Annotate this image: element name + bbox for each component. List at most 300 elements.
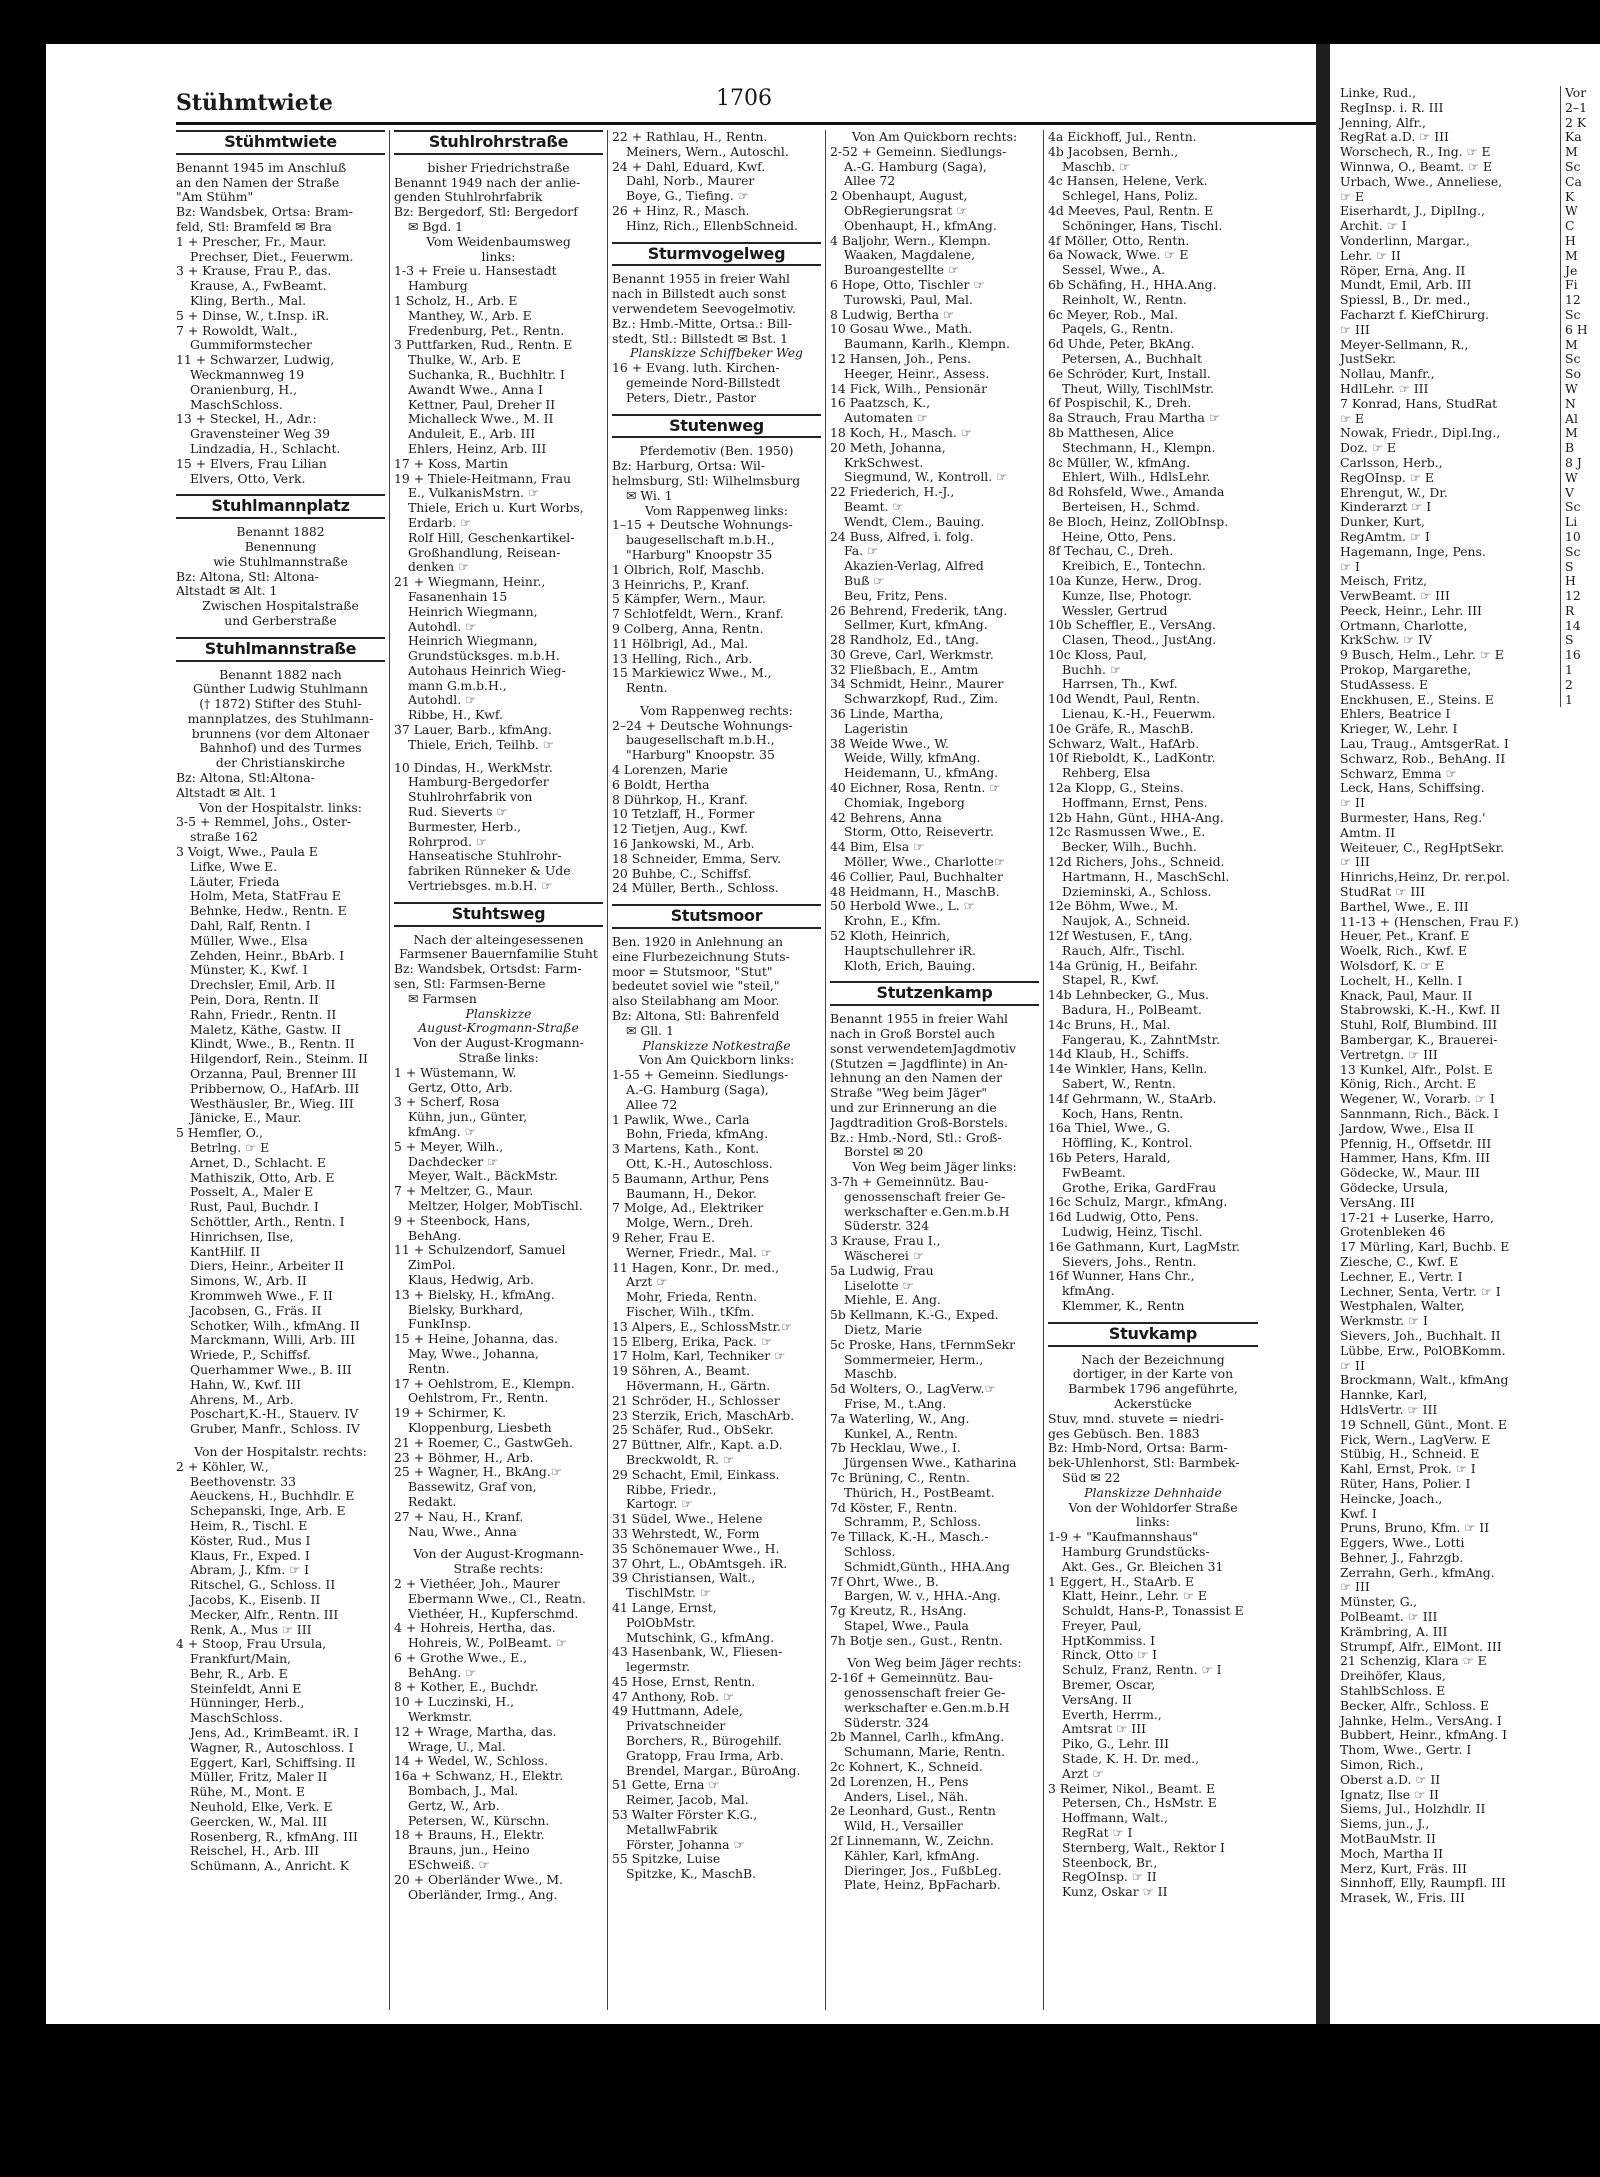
address-entry: Bz: Altona, Stl: Altona-: [176, 569, 319, 584]
page-gutter: [1316, 44, 1330, 2024]
address-entry: Leck, Hans, Schiffsing.: [1340, 780, 1485, 796]
address-entry: 1 Scholz, H., Arb. E: [394, 293, 518, 308]
resident-entry: Maletz, Käthe, Gastw. II: [190, 1022, 341, 1037]
address-entry: 23 + Böhmer, H., Arb.: [394, 1450, 534, 1465]
address-entry: Brockmann, Walt., kfmAng: [1340, 1372, 1509, 1388]
resident-entry: Grotenbleken 46: [1340, 1224, 1446, 1240]
plan-sketch-note: Planskizze Schiffbeker Weg: [630, 346, 803, 361]
resident-entry: Storm, Otto, Reisevertr.: [844, 825, 994, 840]
resident-entry: Werkmstr. ☞ I: [1340, 1313, 1428, 1329]
address-entry: Sc: [1565, 158, 1581, 174]
address-entry: 51 Gette, Erna ☞: [612, 1778, 720, 1793]
address-entry: 7 Molge, Ad., Elektriker: [612, 1201, 764, 1216]
address-entry: 1: [1565, 662, 1573, 678]
address-entry: Ben. 1920 in Anlehnung an: [612, 935, 784, 950]
address-entry: Ziesche, C., Kwf. E: [1340, 1253, 1459, 1269]
street-note: Nach der Bezeichnung: [1081, 1352, 1225, 1367]
address-entry: 6 H: [1565, 321, 1588, 337]
resident-entry: werkschafter e.Gen.m.b.H: [844, 1204, 1010, 1219]
resident-entry: ☞ E: [1340, 188, 1365, 204]
address-entry: Benannt 1945 im Anschluß: [176, 160, 347, 175]
resident-entry: "Harburg" Knoopstr 35: [626, 547, 773, 562]
address-entry: 6 Hope, Otto, Tischler ☞: [830, 277, 985, 292]
address-entry: 12: [1565, 292, 1581, 308]
resident-entry: Theut, Willy, TischlMstr.: [1062, 381, 1215, 396]
resident-entry: Reimer, Jacob, Mal.: [626, 1793, 749, 1808]
adjacent-page-column-right: [1560, 86, 1600, 707]
page-number: 1706: [716, 86, 772, 111]
address-entry: 1-55 + Gemeinn. Siedlungs-: [612, 1068, 789, 1083]
spacer: [612, 696, 821, 704]
resident-entry: Heeger, Heinr., Assess.: [844, 366, 990, 381]
resident-entry: JustSekr.: [1340, 351, 1397, 367]
resident-entry: Frise, M., t.Ang.: [844, 1396, 947, 1411]
street-note: Von der Hospitalstr. links:: [199, 800, 362, 815]
street-note: Von Weg beim Jäger links:: [852, 1160, 1017, 1175]
address-entry: C: [1565, 218, 1575, 234]
address-entry: B: [1565, 440, 1575, 456]
address-entry: 8b Matthesen, Alice: [1048, 425, 1174, 440]
street-note: Von der August-Krogmann-: [413, 1547, 584, 1562]
resident-entry: Gummiformstecher: [190, 338, 312, 353]
street-note: mannplatzes, des Stuhlmann-: [187, 711, 374, 726]
address-entry: 39 Christiansen, Walt.,: [612, 1571, 756, 1586]
address-entry: 6b Schäfing, H., HHA.Ang.: [1048, 277, 1217, 292]
address-entry: 19 + Thiele-Heitmann, Frau: [394, 471, 571, 486]
street-heading: Stuhlmannstraße: [176, 637, 385, 662]
address-entry: 2d Lorenzen, H., Pens: [830, 1774, 969, 1789]
address-entry: S: [1565, 558, 1574, 574]
resident-entry: Werkmstr.: [408, 1710, 473, 1725]
address-entry: 9 Busch, Helm., Lehr. ☞ E: [1340, 647, 1504, 663]
address-entry: 15 + Elvers, Frau Lilian: [176, 456, 327, 471]
address-entry: nach in Billstedt auch sonst: [612, 287, 786, 302]
resident-entry: Nau, Wwe., Anna: [408, 1524, 517, 1539]
address-entry: 19 + Schirmer, K.: [394, 1406, 507, 1421]
address-entry: 49 Huttmann, Adele,: [612, 1704, 743, 1719]
address-entry: 4f Möller, Otto, Rentn.: [1048, 233, 1190, 248]
address-entry: 2c Kohnert, K., Schneid.: [830, 1760, 983, 1775]
address-entry: 5a Ludwig, Frau: [830, 1263, 934, 1278]
resident-entry: HdlsVertr. ☞ III: [1340, 1401, 1438, 1417]
resident-entry: Klemmer, K., Rentn: [1062, 1298, 1185, 1313]
resident-entry: Brauns, jun., Heino: [408, 1843, 530, 1858]
address-entry: 17 Mürling, Karl, Buchb. E: [1340, 1239, 1510, 1255]
address-entry: H: [1565, 232, 1576, 248]
address-entry: 10 Dindas, H., WerkMstr.: [394, 760, 553, 775]
address-entry: 21 Schenzig, Klara ☞ E: [1340, 1653, 1487, 1669]
address-entry: 7 + Rowoldt, Walt.,: [176, 323, 298, 338]
street-note: Von der Hospitalstr. rechts:: [194, 1444, 367, 1459]
resident-entry: ☞ III: [1340, 1579, 1370, 1595]
resident-entry: Wagner, R., Autoschloss. I: [190, 1740, 354, 1755]
address-entry: Sinnhoff, Elly, Raumpfl. III: [1340, 1875, 1506, 1891]
resident-entry: Sternberg, Walt., Rektor I: [1062, 1840, 1225, 1855]
resident-entry: Siegmund, W., Kontroll. ☞: [844, 470, 1008, 485]
address-entry: 3 + Scherf, Rosa: [394, 1095, 500, 1110]
address-entry: 5 + Meyer, Wilh.,: [394, 1139, 504, 1154]
resident-entry: Poschart,K.-H., Stauerv. IV: [190, 1407, 359, 1422]
address-entry: Ca: [1565, 173, 1582, 189]
address-entry: 17 Holm, Karl, Techniker ☞: [612, 1349, 786, 1364]
resident-entry: Jänicke, E., Maur.: [190, 1111, 302, 1126]
resident-entry: ☞ II: [1340, 795, 1365, 811]
address-entry: 3 Martens, Kath., Kont.: [612, 1142, 760, 1157]
resident-entry: Jacobs, K., Eisenb. II: [190, 1592, 321, 1607]
address-entry: 10e Gräfe, R., MaschB.: [1048, 721, 1194, 736]
address-entry: 4 + Hohreis, Hertha, das.: [394, 1621, 556, 1636]
resident-entry: Fasanenhain 15: [408, 589, 508, 604]
resident-entry: Bremer, Oscar,: [1062, 1678, 1156, 1693]
address-entry: Westphalen, Walter,: [1340, 1298, 1465, 1314]
address-entry: 2b Mannel, Carlh., kfmAng.: [830, 1730, 1005, 1745]
resident-entry: Ribbe, Friedr.,: [626, 1482, 717, 1497]
resident-entry: Kähler, Karl, kfmAng.: [844, 1848, 980, 1863]
resident-entry: Liselotte ☞: [844, 1278, 914, 1293]
address-entry: 52 Kloth, Heinrich,: [830, 929, 951, 944]
address-entry: Kahl, Ernst, Prok. ☞ I: [1340, 1461, 1476, 1477]
resident-entry: Dahl, Ralf, Rentn. I: [190, 919, 311, 934]
address-entry: 5 + Dinse, W., t.Insp. iR.: [176, 308, 330, 323]
address-entry: Prokop, Margarethe,: [1340, 662, 1472, 678]
resident-entry: RegRat a.D. ☞ III: [1340, 129, 1449, 145]
address-entry: 15 + Heine, Johanna, das.: [394, 1332, 558, 1347]
resident-entry: Jürgensen Wwe., Katharina: [844, 1456, 1017, 1471]
resident-entry: Sellmer, Kurt, kfmAng.: [844, 618, 988, 633]
street-note: Von Am Quickborn rechts:: [851, 130, 1018, 144]
resident-entry: Kettner, Paul, Dreher II: [408, 397, 556, 412]
address-entry: 24 Buss, Alfred, i. folg.: [830, 529, 974, 544]
resident-entry: Burmester, Herb.,: [408, 819, 522, 834]
resident-entry: Naujok, A., Schneid.: [1062, 914, 1191, 929]
address-entry: Lübbe, Erw., PolOBKomm.: [1340, 1342, 1506, 1358]
address-entry: 14 + Wedel, W., Schloss.: [394, 1754, 549, 1769]
resident-entry: ☞ II: [1340, 1357, 1365, 1373]
resident-entry: PolBeamt. ☞ III: [1340, 1609, 1438, 1625]
address-entry: Bz.: Hmb.-Mitte, Ortsa.: Bill-: [612, 316, 793, 331]
resident-entry: Waaken, Magdalene,: [844, 248, 976, 263]
address-entry: eine Flurbezeichnung Stuts-: [612, 949, 790, 964]
resident-entry: ✉ Gll. 1: [626, 1023, 674, 1038]
resident-entry: Köster, Rud., Mus I: [190, 1533, 311, 1548]
resident-entry: Schlegel, Hans, Poliz.: [1062, 189, 1198, 204]
address-entry: Krieger, W., Lehr. I: [1340, 721, 1458, 737]
address-entry: Thom, Wwe., Gertr. I: [1340, 1742, 1472, 1758]
resident-entry: Maschb. ☞: [1062, 159, 1131, 174]
address-entry: Ka: [1565, 129, 1582, 145]
resident-entry: Rentn.: [408, 1361, 450, 1376]
address-entry: 4 + Stoop, Frau Ursula,: [176, 1637, 327, 1652]
address-entry: (Stutzen = Jagdflinte) in An-: [830, 1056, 1008, 1071]
address-entry: Heuer, Pet., Kranf. E: [1340, 928, 1470, 944]
address-entry: 6 Boldt, Hertha: [612, 777, 710, 792]
resident-entry: Ehlert, Wilh., HdlsLehr.: [1062, 470, 1211, 485]
address-entry: 24 Müller, Berth., Schloss.: [612, 881, 779, 896]
address-entry: bedeutet soviel wie "steil,": [612, 979, 780, 994]
resident-entry: TischlMstr. ☞: [626, 1586, 712, 1601]
resident-entry: Schulz, Franz, Rentn. ☞ I: [1062, 1663, 1222, 1678]
resident-entry: Ahrens, M., Arb.: [190, 1392, 294, 1407]
resident-entry: Hamburg: [408, 279, 468, 294]
address-entry: 16 Paatzsch, K.,: [830, 396, 931, 411]
resident-entry: Hilgendorf, Rein., Steinm. II: [190, 1052, 368, 1067]
resident-entry: Lehr. ☞ II: [1340, 247, 1401, 263]
resident-entry: Allee 72: [844, 174, 896, 189]
address-entry: 18 Koch, H., Masch. ☞: [830, 425, 972, 440]
address-entry: 17 + Koss, Martin: [394, 456, 508, 471]
address-entry: 53 Walter Förster K.G.,: [612, 1808, 758, 1823]
address-entry: Hammer, Hans, Kfm. III: [1340, 1150, 1491, 1166]
resident-entry: Klaus, Fr., Exped. I: [190, 1548, 310, 1563]
address-entry: 22 Friederich, H.-J.,: [830, 485, 955, 500]
resident-entry: Marckmann, Willi, Arb. III: [190, 1333, 356, 1348]
address-entry: Bambergar, K., Brauerei-: [1340, 1032, 1498, 1047]
resident-entry: Hamburg-Bergedorfer: [408, 775, 549, 790]
address-entry: 11 Hagen, Konr., Dr. med.,: [612, 1260, 780, 1275]
resident-entry: Rahn, Friedr., Rentn. II: [190, 1007, 337, 1022]
plan-sketch-note: Planskizze Notkestraße: [642, 1038, 791, 1053]
address-entry: Meyer-Sellmann, R.,: [1340, 336, 1469, 352]
resident-entry: Fredenburg, Pet., Rentn.: [408, 323, 565, 338]
resident-entry: denken ☞: [408, 560, 470, 575]
address-entry: stedt, Stl.: Billstedt ✉ Bst. 1: [612, 331, 788, 346]
address-entry: König, Rich., Archt. E: [1340, 1076, 1476, 1092]
resident-entry: Kling, Berth., Mal.: [190, 293, 307, 308]
address-entry: 16f Wunner, Hans Chr.,: [1048, 1269, 1195, 1284]
resident-entry: KantHilf. II: [190, 1244, 261, 1259]
address-entry: Behner, J., Fahrzgb.: [1340, 1549, 1464, 1565]
resident-entry: Arzt ☞: [626, 1275, 668, 1290]
address-entry: Ehlers, Beatrice I: [1340, 706, 1451, 722]
resident-entry: Rentn.: [626, 681, 668, 696]
resident-entry: Posselt, A., Maler E: [190, 1185, 314, 1200]
address-entry: 26 + Hinz, R., Masch.: [612, 203, 750, 218]
address-entry: Heincke, Joach.,: [1340, 1490, 1443, 1506]
resident-entry: Jacobsen, G., Fräs. II: [190, 1303, 322, 1318]
resident-entry: Arnet, D., Schlacht. E: [190, 1155, 326, 1170]
address-entry: 6d Uhde, Peter, BkAng.: [1048, 337, 1195, 352]
address-entry: 43 Hasenbank, W., Fliesen-: [612, 1645, 783, 1660]
address-entry: Linke, Rud.,: [1340, 85, 1417, 100]
resident-entry: mann G.m.b.H.,: [408, 678, 507, 693]
address-entry: 14f Gehrmann, W., StaArb.: [1048, 1091, 1217, 1106]
address-entry: 19 Schnell, Günt., Mont. E: [1340, 1416, 1507, 1432]
resident-entry: ☞ III: [1340, 854, 1370, 870]
resident-entry: Hartmann, H., MaschSchl.: [1062, 869, 1230, 884]
address-entry: 16d Ludwig, Otto, Pens.: [1048, 1210, 1199, 1225]
resident-entry: Rud. Sieverts ☞: [408, 805, 508, 820]
address-entry: 27 + Nau, H., Kranf.: [394, 1509, 524, 1524]
resident-entry: Autohdl. ☞: [408, 619, 477, 634]
address-entry: 8e Bloch, Heinz, ZollObInsp.: [1048, 514, 1229, 529]
resident-entry: Spitzke, K., MaschB.: [626, 1867, 757, 1882]
resident-entry: FunkInsp.: [408, 1317, 472, 1332]
address-entry: Schwarz, Walt., HafArb.: [1048, 736, 1200, 751]
address-entry: 3 Voigt, Wwe., Paula E: [176, 845, 318, 860]
resident-entry: Höffling, K., Kontrol.: [1062, 1136, 1193, 1151]
resident-entry: Querhammer Wwe., B. III: [190, 1362, 352, 1377]
street-note: Vom Rappenweg rechts:: [640, 703, 793, 718]
address-entry: Benannt 1955 in freier Wahl: [612, 272, 791, 287]
resident-entry: werkschafter e.Gen.m.b.H: [844, 1700, 1010, 1715]
resident-entry: Suchanka, R., Buchhltr. I: [408, 367, 565, 382]
resident-entry: StudRat ☞ III: [1340, 884, 1426, 900]
resident-entry: Reinholt, W., Rentn.: [1062, 292, 1187, 307]
address-entry: 14 Fick, Wilh., Pensionär: [830, 381, 987, 396]
resident-entry: Geercken, W., Mal. III: [190, 1814, 328, 1829]
resident-entry: Prechser, Diet., Feuerwm.: [190, 249, 354, 264]
resident-entry: genossenschaft freier Ge-: [844, 1189, 1006, 1204]
resident-entry: Heine, Otto, Pens.: [1062, 529, 1177, 544]
address-entry: 7h Botje sen., Gust., Rentn.: [830, 1633, 1003, 1648]
address-entry: 1 Pawlik, Wwe., Carla: [612, 1112, 750, 1127]
resident-entry: Klindt, Wwe., B., Rentn. II: [190, 1037, 355, 1052]
address-entry: moor = Stutsmoor, "Stut": [612, 964, 773, 979]
street-note: Straße rechts:: [453, 1562, 544, 1577]
address-entry: 29 Schacht, Emil, Einkass.: [612, 1467, 780, 1482]
address-entry: 7 Schlotfeldt, Wern., Kranf.: [612, 607, 784, 622]
address-entry: 12 Tietjen, Aug., Kwf.: [612, 822, 748, 837]
address-entry: 9 Reher, Frau E.: [612, 1230, 716, 1245]
address-entry: 16e Gathmann, Kurt, LagMstr.: [1048, 1239, 1241, 1254]
street-note: Von Am Quickborn links:: [638, 1053, 795, 1068]
address-entry: 14e Winkler, Hans, Kelln.: [1048, 1062, 1208, 1077]
address-entry: 6 + Grothe Wwe., E.,: [394, 1650, 528, 1665]
resident-entry: ✉ Bgd. 1: [408, 219, 464, 234]
address-entry: sen, Stl: Farmsen-Berne: [394, 977, 546, 992]
address-entry: Bz: Bergedorf, Stl: Bergedorf: [394, 205, 578, 220]
address-entry: 24 + Dahl, Eduard, Kwf.: [612, 159, 766, 174]
resident-entry: Wendt, Clem., Bauing.: [844, 514, 985, 529]
address-entry: Wolsdorf, K. ☞ E: [1340, 958, 1445, 974]
address-entry: 19 Söhren, A., Beamt.: [612, 1364, 751, 1379]
address-entry: 6f Pospischil, K., Dreh.: [1048, 396, 1192, 411]
address-entry: 3 Krause, Frau I.,: [830, 1234, 941, 1249]
resident-entry: Hünninger, Herb.,: [190, 1696, 305, 1711]
address-entry: Bz.: Hmb.-Nord, Stl.: Groß-: [830, 1130, 1002, 1145]
resident-entry: Piko, G., Lehr. III: [1062, 1737, 1170, 1752]
address-entry: 9 Colberg, Anna, Rentn.: [612, 621, 764, 636]
resident-entry: Schramm, P., Schloss.: [844, 1515, 982, 1530]
resident-entry: Heidemann, U., kfmAng.: [844, 766, 999, 781]
resident-entry: Allee 72: [626, 1097, 678, 1112]
resident-entry: Schöninger, Hans, Tischl.: [1062, 218, 1223, 233]
scan-border-left: [0, 0, 46, 2177]
address-entry: 11-13 + (Henschen, Frau F.): [1340, 913, 1519, 929]
resident-entry: Baumann, H., Dekor.: [626, 1186, 757, 1201]
resident-entry: Süderstr. 324: [844, 1715, 930, 1730]
street-heading: Stuvkamp: [1048, 1322, 1258, 1347]
street-heading: Stühmtwiete: [176, 130, 385, 155]
street-note: Von der Wohldorfer Straße: [1068, 1500, 1238, 1515]
resident-entry: Westhäusler, Br., Wieg. III: [190, 1096, 354, 1111]
address-entry: 21 + Roemer, C., GastwGeh.: [394, 1435, 573, 1450]
resident-entry: Mutschink, G., kfmAng.: [626, 1630, 775, 1645]
address-entry: Simon, Rich.,: [1340, 1757, 1424, 1773]
scan-border-top: [0, 0, 1600, 44]
address-entry: 4 Lorenzen, Marie: [612, 763, 728, 778]
resident-entry: May, Wwe., Johanna,: [408, 1346, 539, 1361]
resident-entry: Brendel, Margar., BüroAng.: [626, 1763, 801, 1778]
address-entry: 11 + Schulzendorf, Samuel: [394, 1243, 566, 1258]
address-entry: 7 Konrad, Hans, StudRat: [1340, 395, 1498, 411]
address-entry: 14b Lehnbecker, G., Mus.: [1048, 988, 1209, 1003]
resident-entry: ☞ I: [1340, 558, 1360, 574]
address-entry: N: [1565, 395, 1576, 411]
address-entry: nach in Groß Borstel auch: [830, 1027, 995, 1042]
address-entry: 7a Waterling, W., Ang.: [830, 1411, 970, 1426]
resident-entry: Oehlstrom, Fr., Rentn.: [408, 1391, 549, 1406]
resident-entry: Doz. ☞ E: [1340, 440, 1396, 456]
resident-entry: Obenhaupt, H., kfmAng.: [844, 218, 997, 233]
resident-entry: Rust, Paul, Buchdr. I: [190, 1200, 319, 1215]
address-entry: 8c Müller, W., kfmAng.: [1048, 455, 1191, 470]
resident-entry: Dzieminski, A., Schloss.: [1062, 884, 1212, 899]
address-entry: 44 Bim, Elsa ☞: [830, 840, 925, 855]
address-entry: Ortmann, Charlotte,: [1340, 617, 1468, 633]
resident-entry: ☞ E: [1340, 410, 1365, 426]
resident-entry: Wriede, P., Schiffsf.: [190, 1348, 311, 1363]
address-entry: V: [1565, 484, 1574, 500]
address-entry: 2f Linnemann, W., Zeichn.: [830, 1834, 994, 1849]
address-entry: 50 Herbold Wwe., L. ☞: [830, 899, 975, 914]
resident-entry: Gruber, Manfr., Schloss. IV: [190, 1422, 360, 1437]
address-entry: R: [1565, 602, 1575, 618]
address-entry: 30 Greve, Carl, Werkmstr.: [830, 647, 994, 662]
address-entry: M: [1565, 247, 1578, 263]
resident-entry: Sommermeier, Herm.,: [844, 1352, 984, 1367]
resident-entry: Hinrichsen, Ilse,: [190, 1229, 294, 1244]
resident-entry: Hanseatische Stuhlrohr-: [408, 849, 562, 864]
resident-entry: Rehberg, Elsa: [1062, 766, 1151, 781]
resident-entry: StudAssess. E: [1340, 676, 1429, 692]
resident-entry: Buroangestellte ☞: [844, 263, 960, 278]
column-5: [1048, 130, 1262, 2010]
scan-border-bottom: [0, 2024, 1600, 2177]
resident-entry: Schumann, Marie, Rentn.: [844, 1745, 1006, 1760]
resident-entry: Wrage, U., Mal.: [408, 1739, 506, 1754]
resident-entry: Reischel, H., Arb. III: [190, 1844, 320, 1859]
address-entry: W: [1565, 203, 1578, 219]
resident-entry: Akt. Ges., Gr. Bleichen 31: [1062, 1559, 1224, 1574]
address-entry: Krämbring, A. III: [1340, 1623, 1448, 1639]
resident-entry: Müller, Fritz, Maler II: [190, 1770, 328, 1785]
resident-entry: Sievers, Johs., Rentn.: [1062, 1254, 1197, 1269]
address-entry: 7c Brüning, C., Rentn.: [830, 1470, 970, 1485]
resident-entry: Kartogr. ☞: [626, 1497, 693, 1512]
resident-entry: StahlbSchloss. E: [1340, 1683, 1446, 1699]
resident-entry: Hoffmann, Walt.,: [1062, 1811, 1168, 1826]
resident-entry: Dietz, Marie: [844, 1322, 922, 1337]
resident-entry: Oranienburg, H.,: [190, 382, 298, 397]
address-entry: Bz: Altona, Stl:Altona-: [176, 771, 315, 786]
resident-entry: Kunze, Ilse, Photogr.: [1062, 588, 1192, 603]
resident-entry: MaschSchloss.: [190, 1711, 283, 1726]
address-entry: bek-Uhlenhorst, Stl: Barmbek-: [1048, 1456, 1240, 1471]
adjacent-page-column-left: [1340, 86, 1540, 1906]
address-entry: 4b Jacobsen, Bernh.,: [1048, 144, 1179, 159]
address-entry: 10 Gosau Wwe., Math.: [830, 322, 973, 337]
address-entry: M: [1565, 336, 1578, 352]
resident-entry: Rosenberg, R., kfmAng. III: [190, 1829, 358, 1844]
resident-entry: Petersen, W., Kürschn.: [408, 1813, 550, 1828]
resident-entry: Dachdecker ☞: [408, 1154, 499, 1169]
street-note: Von der August-Krogmann-: [413, 1036, 584, 1051]
street-note: Vom Rappenweg links:: [645, 503, 788, 518]
address-entry: 12e Böhm, Wwe., M.: [1048, 899, 1179, 914]
resident-entry: Bombach, J., Mal.: [408, 1784, 519, 1799]
address-entry: 42 Behrens, Anna: [830, 810, 942, 825]
